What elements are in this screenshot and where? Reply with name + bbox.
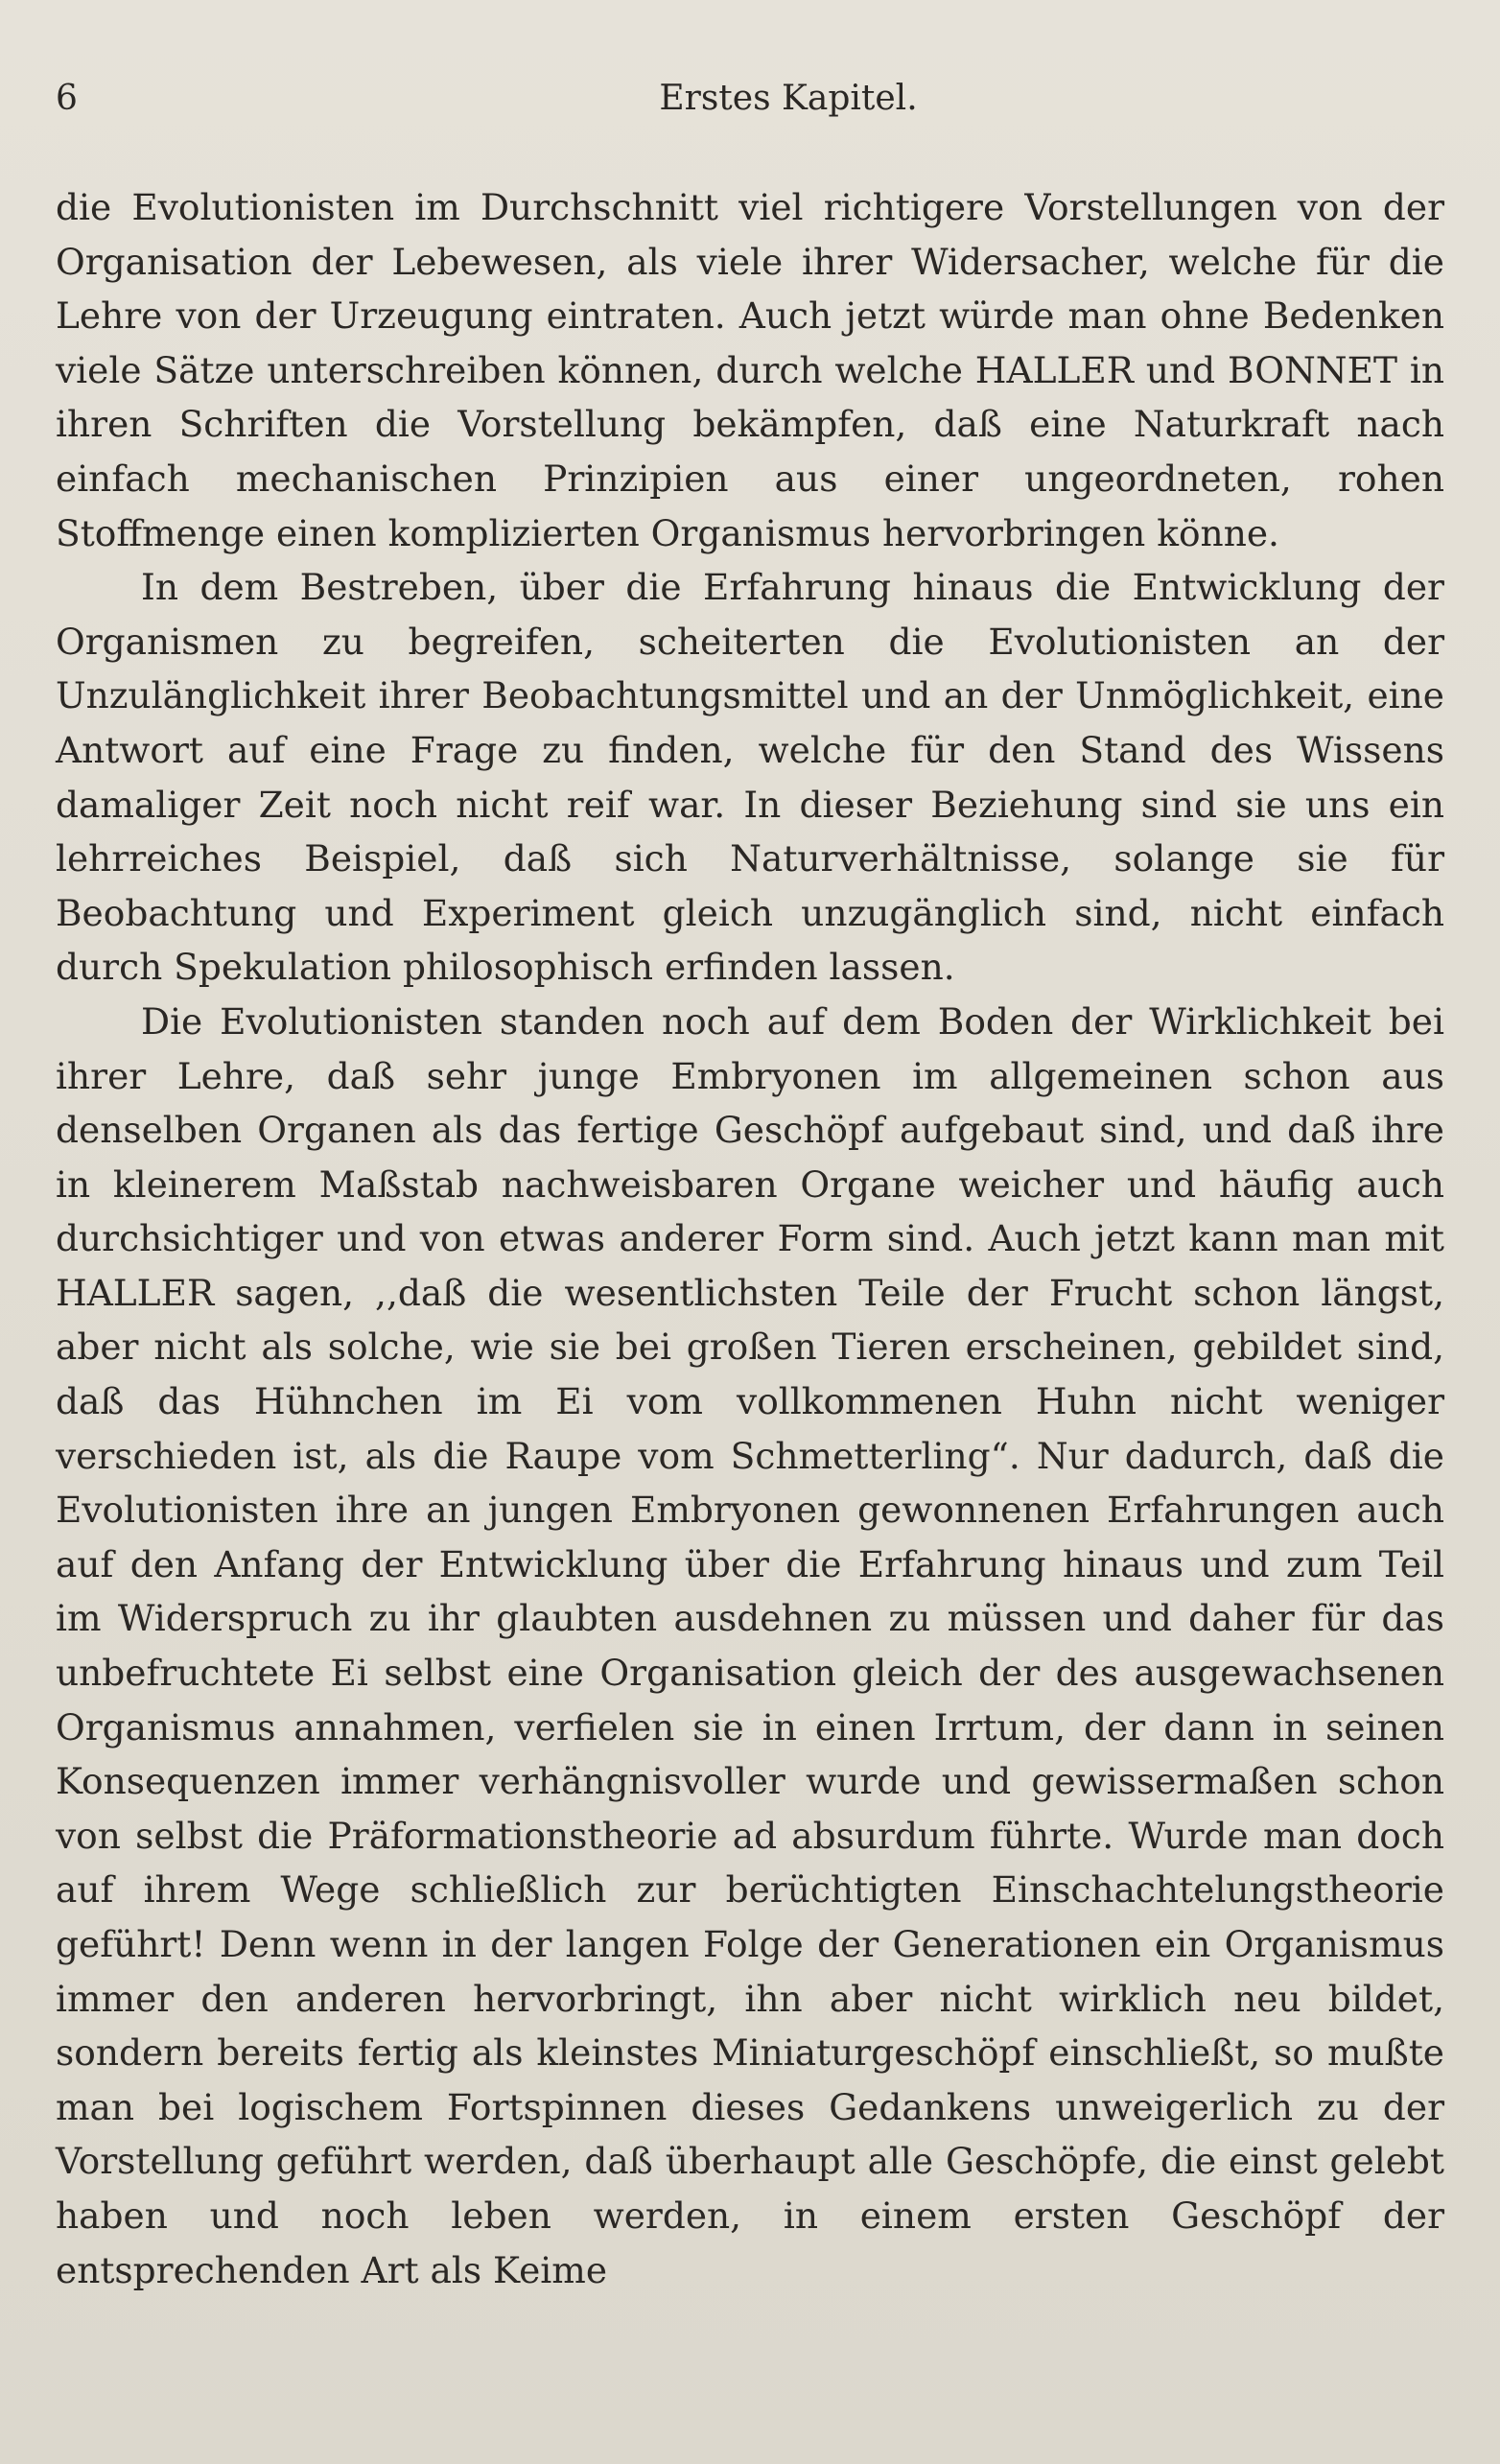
paragraph: die Evolutionisten im Durchschnitt viel richtigere Vorstellungen von der Organisation der Lebewesen, als viele ihrer Widersacher, welche für die Lehre von der Urzeugung eintraten. Auch jetzt würde man ohne Bedenken viele Sätze unterschreiben können, durch welche HALLER und BONNET in ihren Schriften die Vorstellung bekämpfen, daß eine Naturkraft nach einfach mechanischen Prinzipien aus einer ungeordneten, rohen Stoffmenge einen komplizierten Organismus hervorbringen könne.	[56, 186, 1444, 554]
running-head: Erstes Kapitel.	[659, 79, 918, 118]
paragraph: Die Evolutionisten standen noch auf dem Boden der Wirklichkeit bei ihrer Lehre, daß sehr junge Embryonen im allgemeinen schon aus denselben Organen als das fertige Geschöpf aufgebaut sind, und daß ihre in kleinerem Maßstab nachweisbaren Organe weicher und häufig auch durchsichtiger und von etwas anderer Form sind. Auch jetzt kann man mit HALLER sagen, ,,daß die wesentlichsten Teile der Frucht schon längst, aber nicht als solche, wie sie bei großen Tieren erscheinen, gebildet sind, daß das Hühnchen im Ei vom vollkommenen Huhn nicht weniger verschieden ist, als die Raupe vom Schmetterling“. Nur dadurch, daß die Evolutionisten ihre an jungen Embryonen gewonnenen Erfahrungen auch auf den Anfang der Entwicklung über die Erfahrung hinaus und zum Teil im Widerspruch zu ihr glaubten ausdehnen zu müssen und daher für das unbefruchtete Ei selbst eine Organisation gleich der des ausgewachsenen Organismus annahmen, verfielen sie in einen Irrtum, der dann in seinen Konsequenzen immer verhängnisvoller wurde und gewissermaßen schon von selbst die Präformationstheorie ad absurdum führte. Wurde man doch auf ihrem Wege schließlich zur berüchtigten Einschachtelungstheorie geführt! Denn wenn in der langen Folge der Generationen ein Organismus immer den anderen hervorbringt, ihn aber nicht wirklich neu bildet, sondern bereits fertig als kleinstes Miniaturgeschöpf einschließt, so mußte man bei logischem Fortspinnen dieses Gedankens unweigerlich zu der Vorstellung geführt werden, daß überhaupt alle Geschöpfe, die einst gelebt haben und noch leben werden, in einem ersten Geschöpf der entsprechenden Art als Keime	[56, 999, 1444, 2291]
paragraph: In dem Bestreben, über die Erfahrung hinaus die Entwicklung der Organismen zu begreifen, scheiterten die Evolutionisten an der Unzulänglichkeit ihrer Beobachtungsmittel und an der Unmöglichkeit, eine Antwort auf eine Frage zu finden, welche für den Stand des Wissens damaliger Zeit noch nicht reif war. In dieser Beziehung sind sie uns ein lehrreiches Beispiel, daß sich Naturverhältnisse, solange sie für Beobachtung und Experiment gleich unzugänglich sind, nicht einfach durch Spekulation philosophisch erfinden lassen.	[56, 566, 1444, 989]
page-number: 6	[56, 79, 78, 118]
body-text	[56, 180, 1444, 2297]
page-header	[56, 79, 1444, 136]
